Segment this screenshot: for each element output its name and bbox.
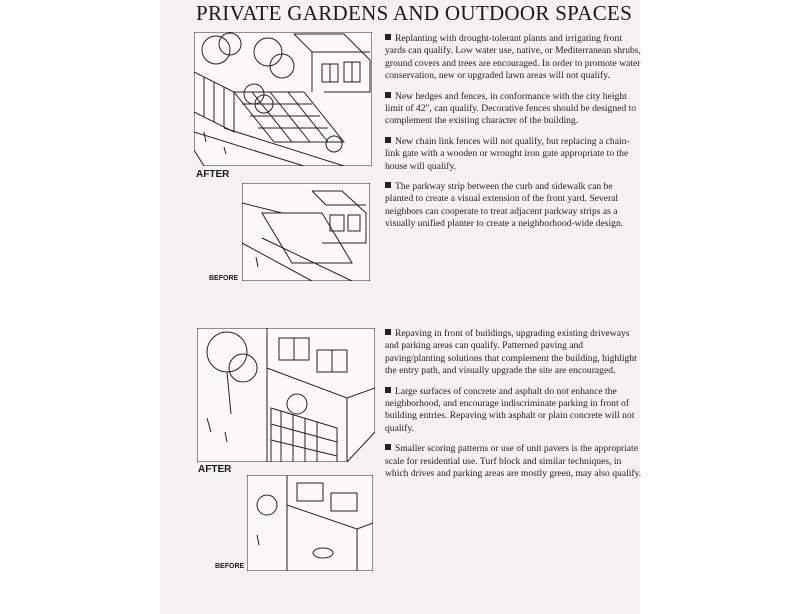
driveway-bullets xyxy=(385,328,643,488)
garden-before-sketch xyxy=(242,183,370,281)
bullet-square-icon xyxy=(385,182,391,188)
garden-bullets xyxy=(385,33,643,239)
after-label: AFTER xyxy=(196,169,230,180)
bullet-paragraph xyxy=(385,136,643,173)
bullet-text: Repaving in front of buildings, upgrading existing driveways and parking areas can qualify. Patterned paving and paving/planting solutions that complement the building, highlight the entry path, and visually upgrade the site are encouraged. xyxy=(385,328,637,377)
after-label: AFTER xyxy=(198,464,232,475)
bullet-square-icon xyxy=(385,92,391,98)
driveway-after-sketch xyxy=(197,328,375,462)
garden-after-sketch xyxy=(194,32,372,166)
bullet-square-icon xyxy=(385,444,391,450)
bullet-square-icon xyxy=(385,137,391,143)
bullet-text: Smaller scoring patterns or use of unit pavers is the appropriate scale for residential use. Turf block and similar techniques, in which drives and parking areas are mostly green, may also qualify. xyxy=(385,443,642,480)
page-title: PRIVATE GARDENS AND OUTDOOR SPACES xyxy=(196,1,633,25)
bullet-paragraph xyxy=(385,386,643,436)
bullet-text: Replanting with drought-tolerant plants and irrigating front yards can qualify. Low water use, native, or Mediterranean shrubs, ground covers and trees are encouraged. In order to promote water conservation, new or upgraded lawn areas will not qualify. xyxy=(385,33,641,82)
before-label: BEFORE xyxy=(209,275,239,282)
bullet-paragraph xyxy=(385,181,643,231)
bullet-paragraph xyxy=(385,33,643,83)
bullet-square-icon xyxy=(385,329,391,335)
bullet-text: The parkway strip between the curb and sidewalk can be planted to create a visual extension of the front yard. Several neighbors can cooperate to treat adjacent parkway strips as a visually unified planter to create a neighborhood-wide design. xyxy=(385,181,624,230)
bullet-square-icon xyxy=(385,387,391,393)
bullet-text: Large surfaces of concrete and asphalt do not enhance the neighborhood, and encourage indiscriminate parking in front of building entries. Repaving with asphalt or plain concrete will not qualify. xyxy=(385,385,635,434)
bullet-paragraph xyxy=(385,328,643,378)
before-label: BEFORE xyxy=(215,563,245,570)
bullet-text: New chain link fences will not qualify, but replacing a chain-link gate with a wooden or wrought iron gate appropriate to the house will qualify. xyxy=(385,135,630,172)
bullet-square-icon xyxy=(385,34,391,40)
bullet-paragraph xyxy=(385,443,643,480)
bullet-paragraph xyxy=(385,91,643,128)
bullet-text: New hedges and fences, in conformance with the city height limit of 42", can qualify. Decorative fences should be designed to complement the existing character of the building. xyxy=(385,90,637,127)
driveway-before-sketch xyxy=(247,475,373,571)
